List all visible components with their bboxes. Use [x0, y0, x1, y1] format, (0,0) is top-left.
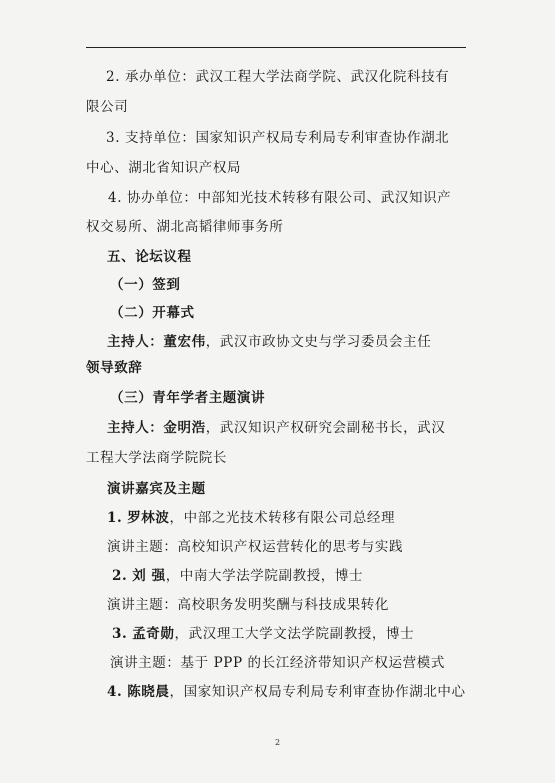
speaker-2-topic: 演讲主题：高校职务发明奖酬与科技成果转化: [107, 597, 389, 613]
header-rule: [86, 47, 466, 48]
speaker-3-affiliation: ，武汉理工大学文法学院副教授，博士: [174, 626, 415, 642]
speaker-2-name: 刘 强: [132, 568, 166, 584]
host-2-desc: ，武汉知识产权研究会副秘书长，武汉: [205, 420, 446, 436]
agenda-part-1: （一）签到: [110, 277, 181, 293]
speaker-3-topic: 演讲主题：基于 PPP 的长江经济带知识产权运营模式: [110, 655, 445, 671]
speaker-4-name: 陈晓晨: [127, 684, 170, 700]
page-number: 2: [274, 738, 281, 747]
agenda-part-2: （二）开幕式: [110, 305, 195, 321]
host-2-line1: [107, 420, 445, 436]
organizer-item-3-line1: 3. 支持单位：国家知识产权局专利局专利审查协作湖北: [106, 130, 450, 146]
host-1-label: 主持人：: [107, 334, 164, 350]
speaker-1-name: 罗林波: [127, 510, 170, 526]
speaker-2-affiliation: ，中南大学法学院副教授，博士: [165, 568, 364, 584]
section-5-heading: 五、论坛议程: [107, 249, 192, 265]
speaker-4: [107, 684, 466, 700]
speaker-3-name: 孟奇勋: [132, 626, 175, 642]
speaker-1-num: 1.: [107, 510, 123, 526]
host-1-line: [107, 334, 431, 350]
speaker-4-num: 4.: [107, 684, 123, 700]
speaker-2-num: 2.: [112, 568, 128, 584]
host-1-desc: ，武汉市政协文史与学习委员会主任: [205, 334, 432, 350]
speaker-3-num: 3.: [112, 626, 128, 642]
organizer-item-2-line2: 限公司: [86, 99, 129, 115]
speaker-2: [112, 568, 363, 584]
organizer-item-2-line1: 2. 承办单位：武汉工程大学法商学院、武汉化院科技有: [106, 69, 450, 85]
agenda-part-3: （三）青年学者主题演讲: [110, 390, 266, 406]
speaker-1-affiliation: ，中部之光技术转移有限公司总经理: [169, 510, 396, 526]
speaker-1-topic: 演讲主题：高校知识产权运营转化的思考与实践: [107, 539, 404, 555]
host-2-label: 主持人：: [107, 420, 164, 436]
host-1-name: 董宏伟: [163, 334, 206, 350]
speaker-4-affiliation: ，国家知识产权局专利局专利审查协作湖北中心: [169, 684, 466, 700]
speaker-1: [107, 510, 395, 526]
host-2-name: 金明浩: [163, 420, 206, 436]
leader-speech: 领导致辞: [86, 360, 143, 376]
organizer-item-3-line2: 中心、湖北省知识产权局: [86, 160, 242, 176]
host-2-line2: 工程大学法商学院院长: [86, 450, 227, 466]
speaker-3: [112, 626, 414, 642]
organizer-item-4-line2: 权交易所、湖北高韬律师事务所: [86, 219, 284, 235]
speakers-heading: 演讲嘉宾及主题: [107, 481, 206, 497]
organizer-item-4-line1: 4. 协办单位：中部知光技术转移有限公司、武汉知识产: [108, 190, 452, 206]
